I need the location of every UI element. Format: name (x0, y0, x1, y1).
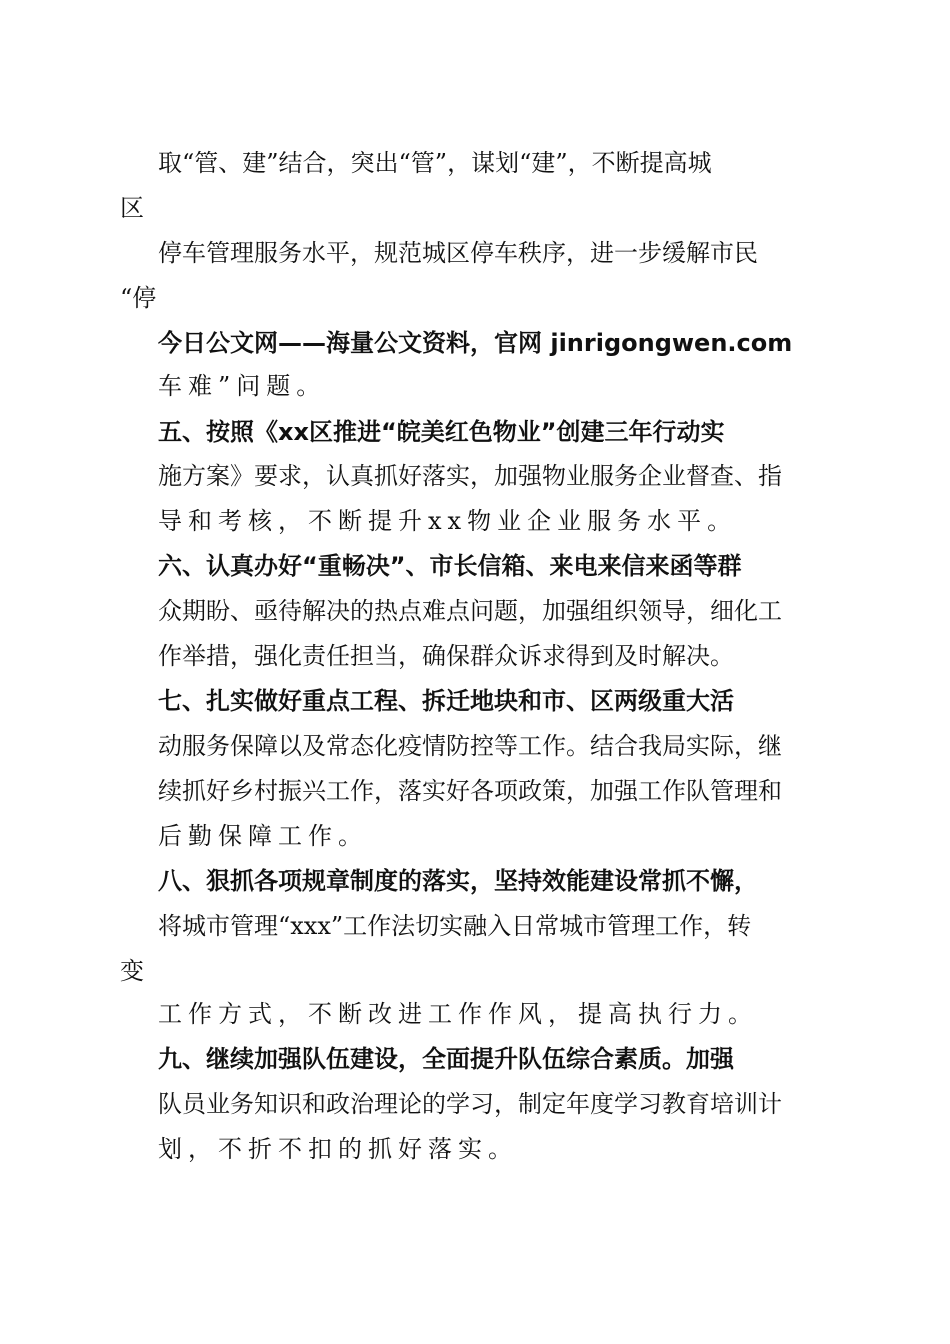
body-line: 导和考核，不断提升xx物业企业服务水平。 (158, 507, 738, 535)
section-heading: 八、狠抓各项规章制度的落实，坚持效能建设常抓不懈， (158, 867, 758, 895)
body-line: 车难”问题。 (158, 372, 327, 400)
body-line: 停车管理服务水平，规范城区停车秩序，进一步缓解市民 (158, 239, 758, 267)
body-line: 续抓好乡村振兴工作，落实好各项政策，加强工作队管理和 (158, 777, 782, 805)
body-line: 队员业务知识和政治理论的学习，制定年度学习教育培训计 (158, 1090, 782, 1118)
body-line: 将城市管理“xxx”工作法切实融入日常城市管理工作，转 (158, 912, 752, 940)
body-line: 作举措，强化责任担当，确保群众诉求得到及时解决。 (158, 642, 734, 670)
body-line: 众期盼、亟待解决的热点难点问题，加强组织领导，细化工 (158, 597, 782, 625)
body-line: 区 (120, 194, 144, 222)
body-line: 工作方式，不断改进工作作风，提高执行力。 (158, 1000, 758, 1028)
section-heading: 九、继续加强队伍建设，全面提升队伍综合素质。加强 (158, 1045, 734, 1073)
body-line: 取“管、建”结合，突出“管”，谋划“建”，不断提高城 (158, 149, 712, 177)
body-line: 动服务保障以及常态化疫情防控等工作。结合我局实际，继 (158, 732, 782, 760)
watermark-line: 今日公文网——海量公文资料，官网 jinrigongwen.com (158, 329, 793, 357)
body-line: 变 (120, 957, 144, 985)
body-line: “停 (120, 284, 157, 312)
section-heading: 五、按照《xx区推进“皖美红色物业”创建三年行动实 (158, 418, 725, 446)
body-line: 划，不折不扣的抓好落实。 (158, 1135, 518, 1163)
body-line: 后勤保障工作。 (158, 822, 368, 850)
section-heading: 七、扎实做好重点工程、拆迁地块和市、区两级重大活 (158, 687, 734, 715)
body-line: 施方案》要求，认真抓好落实，加强物业服务企业督查、指 (158, 462, 782, 490)
section-heading: 六、认真办好“重畅决”、市长信箱、来电来信来函等群 (158, 552, 742, 580)
